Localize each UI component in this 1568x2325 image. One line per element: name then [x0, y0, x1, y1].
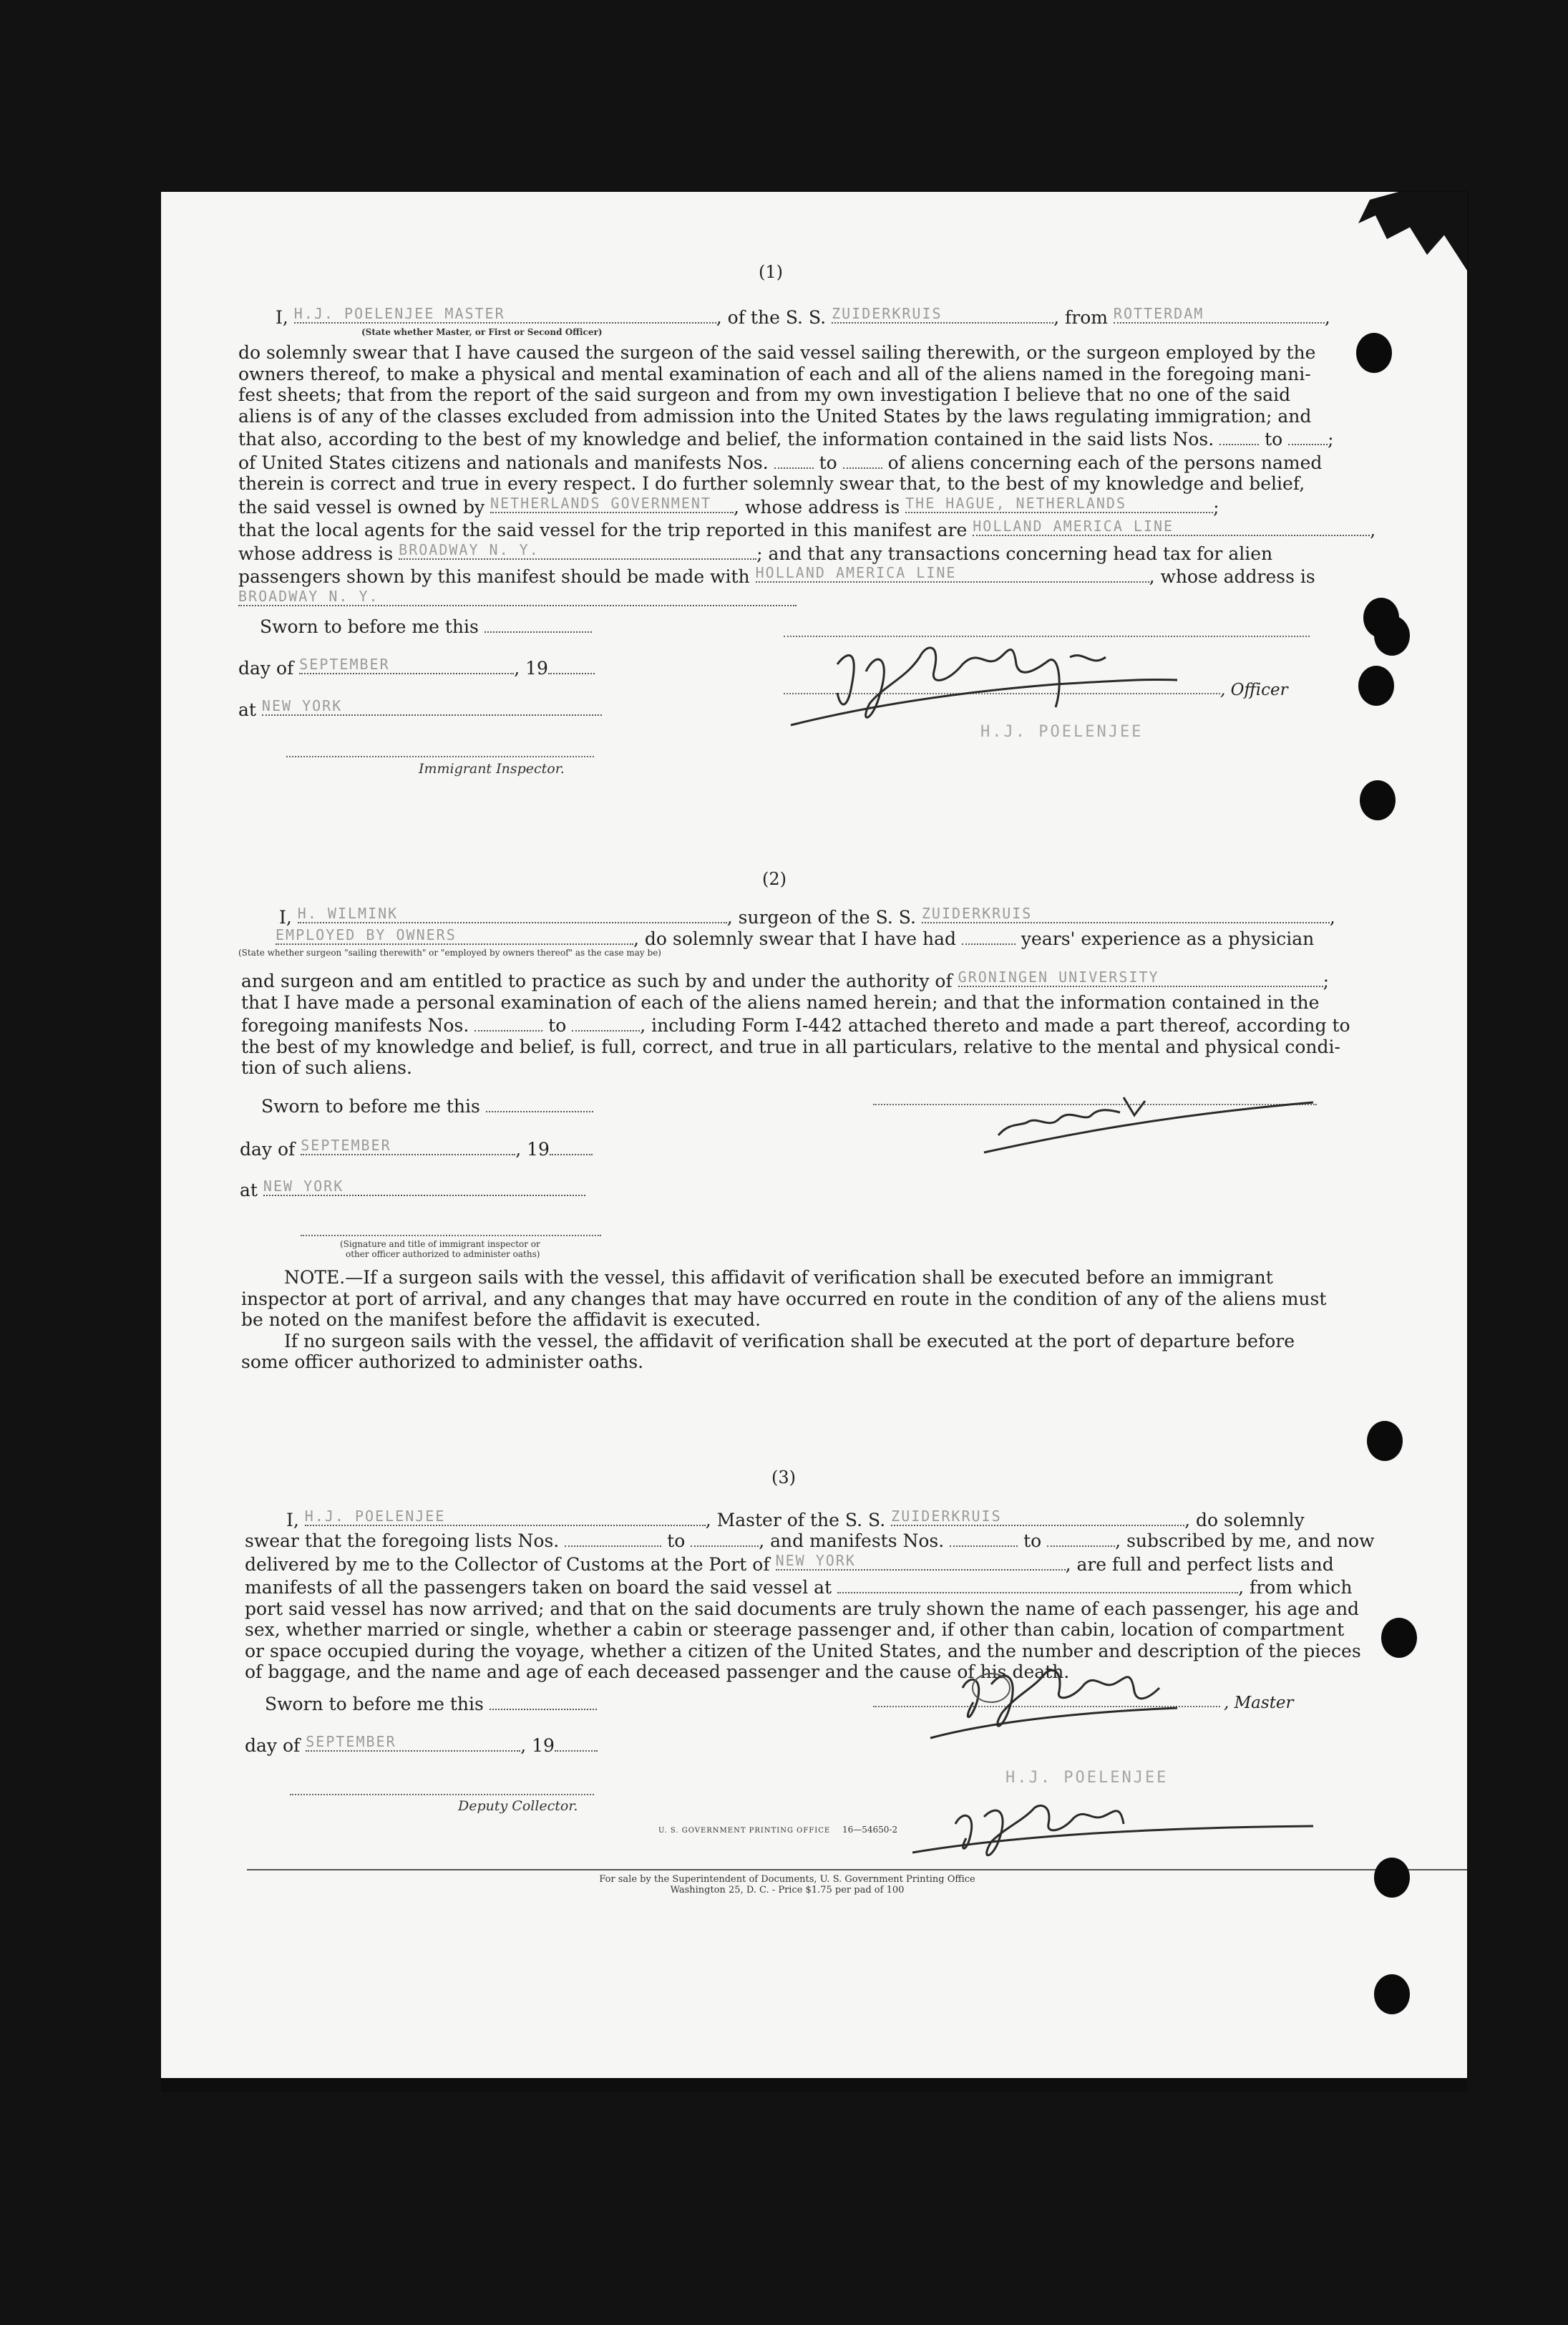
taken-on-board-line: manifests of all the passengers taken on board the said vessel at , from which [245, 1575, 1467, 1598]
owner-field[interactable]: NETHERLANDS GOVERNMENT [490, 495, 734, 513]
officer-stamp: H.J. POELENJEE [980, 723, 1144, 741]
punch-hole [1381, 1618, 1417, 1658]
body-line-agents-address: whose address is BROADWAY N. Y. ; and that any transactions concerning head tax for alien [238, 540, 1273, 564]
vessel-value: ZUIDERKRUIS [832, 305, 943, 322]
authority-field[interactable]: GRONINGEN UNIVERSITY [958, 969, 1323, 987]
note-line: inspector at port of arrival, and any changes that may have occurred en route in the condition of any of the aliens must [241, 1288, 1327, 1309]
section-3-sworn: Sworn to before me this [265, 1691, 597, 1714]
punch-hole [1374, 616, 1410, 656]
section-3-number: (3) [771, 1467, 796, 1487]
paper-shadow [161, 2078, 1467, 2092]
footer-line-1: For sale by the Superintendent of Documents, U. S. Government Printing Office [599, 1874, 975, 1885]
place-field[interactable]: NEW YORK [262, 697, 602, 716]
section-1-first-line: I, H.J. POELENJEE MASTER , of the S. S. ZUIDERKRUIS , from ROTTERDAM , [276, 305, 1330, 328]
owner-address-field[interactable]: THE HAGUE, NETHERLANDS [905, 495, 1213, 513]
officer-caption: (State whether Master, or First or Second Officer) [361, 327, 603, 337]
body-line: that I have made a personal examination of each of the aliens named herein; and that the information contained in the [241, 991, 1320, 1013]
form-number: 16—54650-2 [842, 1825, 898, 1835]
month-field-3[interactable]: SEPTEMBER [306, 1733, 520, 1752]
master-name-field[interactable]: H.J. POELENJEE [305, 1508, 706, 1526]
from-label: , from [1053, 307, 1108, 328]
punch-hole [1374, 1858, 1410, 1898]
body-line: or space occupied during the voyage, whether a citizen of the United States, and the number and description of the pieces [245, 1640, 1361, 1661]
punch-hole [1367, 1421, 1403, 1461]
from-value: ROTTERDAM [1113, 305, 1204, 322]
body-line: the best of my knowledge and belief, is full, correct, and true in all particulars, relative to the mental and physical condi- [241, 1036, 1340, 1057]
master-stamp: H.J. POELENJEE [1005, 1769, 1169, 1787]
collector-caption: Deputy Collector. [458, 1798, 578, 1814]
section-2-at: at NEW YORK [240, 1178, 585, 1200]
body-line-lists: that also, according to the best of my knowledge and belief, the information contained in the said lists Nos. to ; [238, 427, 1467, 450]
body-line-agents: that the local agents for the said vessel for the trip reported in this manifest are HOLLAND AMERICA LINE , [238, 518, 1376, 540]
section-3-first-line: I, H.J. POELENJEE , Master of the S. S. ZUIDERKRUIS , do solemnly [286, 1508, 1305, 1530]
month-field-2[interactable]: SEPTEMBER [301, 1137, 515, 1155]
body-line-owner: the said vessel is owned by NETHERLANDS GOVERNMENT , whose address is THE HAGUE, NETHERLANDS ; [238, 494, 1219, 518]
footer-line-2: Washington 25, D. C. - Price $1.75 per pad of 100 [670, 1885, 905, 1896]
section-2-day: day of SEPTEMBER , 19 [240, 1137, 593, 1160]
body-line-head-tax: passengers shown by this manifest should be made with HOLLAND AMERICA LINE , whose address is [238, 564, 1315, 587]
punch-hole [1360, 780, 1396, 820]
authority-line: and surgeon and am entitled to practice as such by and under the authority of GRONINGEN UNIVERSITY ; [241, 969, 1330, 991]
section-2-second-line: EMPLOYED BY OWNERS , do solemnly swear that I have had years' experience as a physician [276, 926, 1315, 949]
section-2-first-line: I, H. WILMINK , surgeon of the S. S. ZUIDERKRUIS , [279, 905, 1335, 928]
surgeon-name-field[interactable]: H. WILMINK [298, 905, 727, 923]
signature-caption-1: (Signature and title of immigrant inspector or [340, 1239, 540, 1249]
master-suffix: , Master [1224, 1694, 1294, 1712]
body-line: fest sheets; that from the report of the said surgeon and from my own investigation I believe that no one of the said [238, 384, 1291, 405]
note-line: be noted on the manifest before the affidavit is executed. [241, 1309, 761, 1330]
body-line: tion of such aliens. [241, 1057, 412, 1078]
note-line: some officer authorized to administer oaths. [241, 1351, 644, 1372]
head-tax-field[interactable]: HOLLAND AMERICA LINE [756, 564, 1149, 583]
collector-line: delivered by me to the Collector of Customs at the Port of NEW YORK , are full and perfect lists and [245, 1551, 1334, 1575]
port-field[interactable]: NEW YORK [776, 1552, 1066, 1571]
body-line: do solemnly swear that I have caused the surgeon of the said vessel sailing therewith, or the surgeon employed by the [238, 342, 1316, 363]
section-2-number: (2) [762, 869, 787, 889]
body-line: sex, whether married or single, whether a cabin or steerage passenger and, if other than cabin, location of compartment [245, 1619, 1345, 1640]
surgeon-vessel-field[interactable]: ZUIDERKRUIS [922, 905, 1330, 923]
master-vessel-field[interactable]: ZUIDERKRUIS [891, 1508, 1184, 1526]
master-signatures [161, 192, 1467, 2078]
note-line: NOTE.—If a surgeon sails with the vessel, this affidavit of verification shall be executed before an immigrant [284, 1267, 1273, 1288]
signature-caption-2: other officer authorized to administer oaths) [346, 1249, 540, 1259]
body-line: owners thereof, to make a physical and mental examination of each and all of the aliens named in the foregoing mani- [238, 363, 1311, 384]
employed-field[interactable]: EMPLOYED BY OWNERS [276, 926, 633, 945]
section-1-at: at NEW YORK [238, 697, 602, 720]
section-1-sworn: Sworn to before me this [260, 614, 592, 637]
of-ss-label: , of the S. S. [716, 307, 827, 328]
employed-caption: (State whether surgeon "sailing therewith" or "employed by owners thereof" as the case may be) [238, 948, 661, 958]
section-1-day: day of SEPTEMBER , 19 [238, 656, 595, 679]
officer-suffix: , Officer [1220, 681, 1288, 699]
section-3-day: day of SEPTEMBER , 19 [245, 1733, 598, 1756]
body-line: aliens is of any of the classes excluded from admission into the United States by the laws regulating immigration; and [238, 405, 1312, 427]
agents-address-field[interactable]: BROADWAY N. Y. [399, 541, 756, 560]
foregoing-line: foregoing manifests Nos. to , including Form I-442 attached thereto and made a part thereof, according to [241, 1013, 1467, 1037]
officer-name-value: H.J. POELENJEE MASTER [293, 305, 505, 322]
body-line-manifests: of United States citizens and nationals and manifests Nos. to of aliens concerning each of the persons named [238, 450, 1467, 474]
body-line: of baggage, and the name and age of each deceased passenger and the cause of his death. [245, 1661, 1070, 1682]
lists-line: swear that the foregoing lists Nos. to , and manifests Nos. to , subscribed by me, and now [245, 1528, 1467, 1552]
agents-field[interactable]: HOLLAND AMERICA LINE [973, 518, 1370, 536]
note-line: If no surgeon sails with the vessel, the affidavit of verification shall be executed at the port of departure before [284, 1330, 1295, 1351]
punch-hole [1374, 1974, 1410, 2014]
month-field[interactable]: SEPTEMBER [299, 656, 514, 674]
body-line: therein is correct and true in every respect. I do further solemnly swear that, to the best of my knowledge and belief, [238, 473, 1305, 494]
punch-hole [1356, 333, 1392, 373]
printing-office: U. S. GOVERNMENT PRINTING OFFICE [658, 1827, 831, 1835]
oath-intro: I, [276, 307, 288, 328]
inspector-caption: Immigrant Inspector. [419, 761, 565, 777]
body-line: port said vessel has now arrived; and that on the said documents are truly shown the name of each passenger, his age and [245, 1598, 1360, 1619]
footer [462, 1874, 1113, 1896]
punch-hole [1358, 666, 1394, 706]
document-page [161, 192, 1467, 2078]
section-2-sworn: Sworn to before me this [261, 1094, 593, 1117]
head-tax-address-field[interactable]: BROADWAY N. Y. [238, 588, 797, 606]
place-field-2[interactable]: NEW YORK [263, 1178, 585, 1196]
footer-rule [247, 1869, 1467, 1870]
section-1-number: (1) [759, 262, 783, 282]
